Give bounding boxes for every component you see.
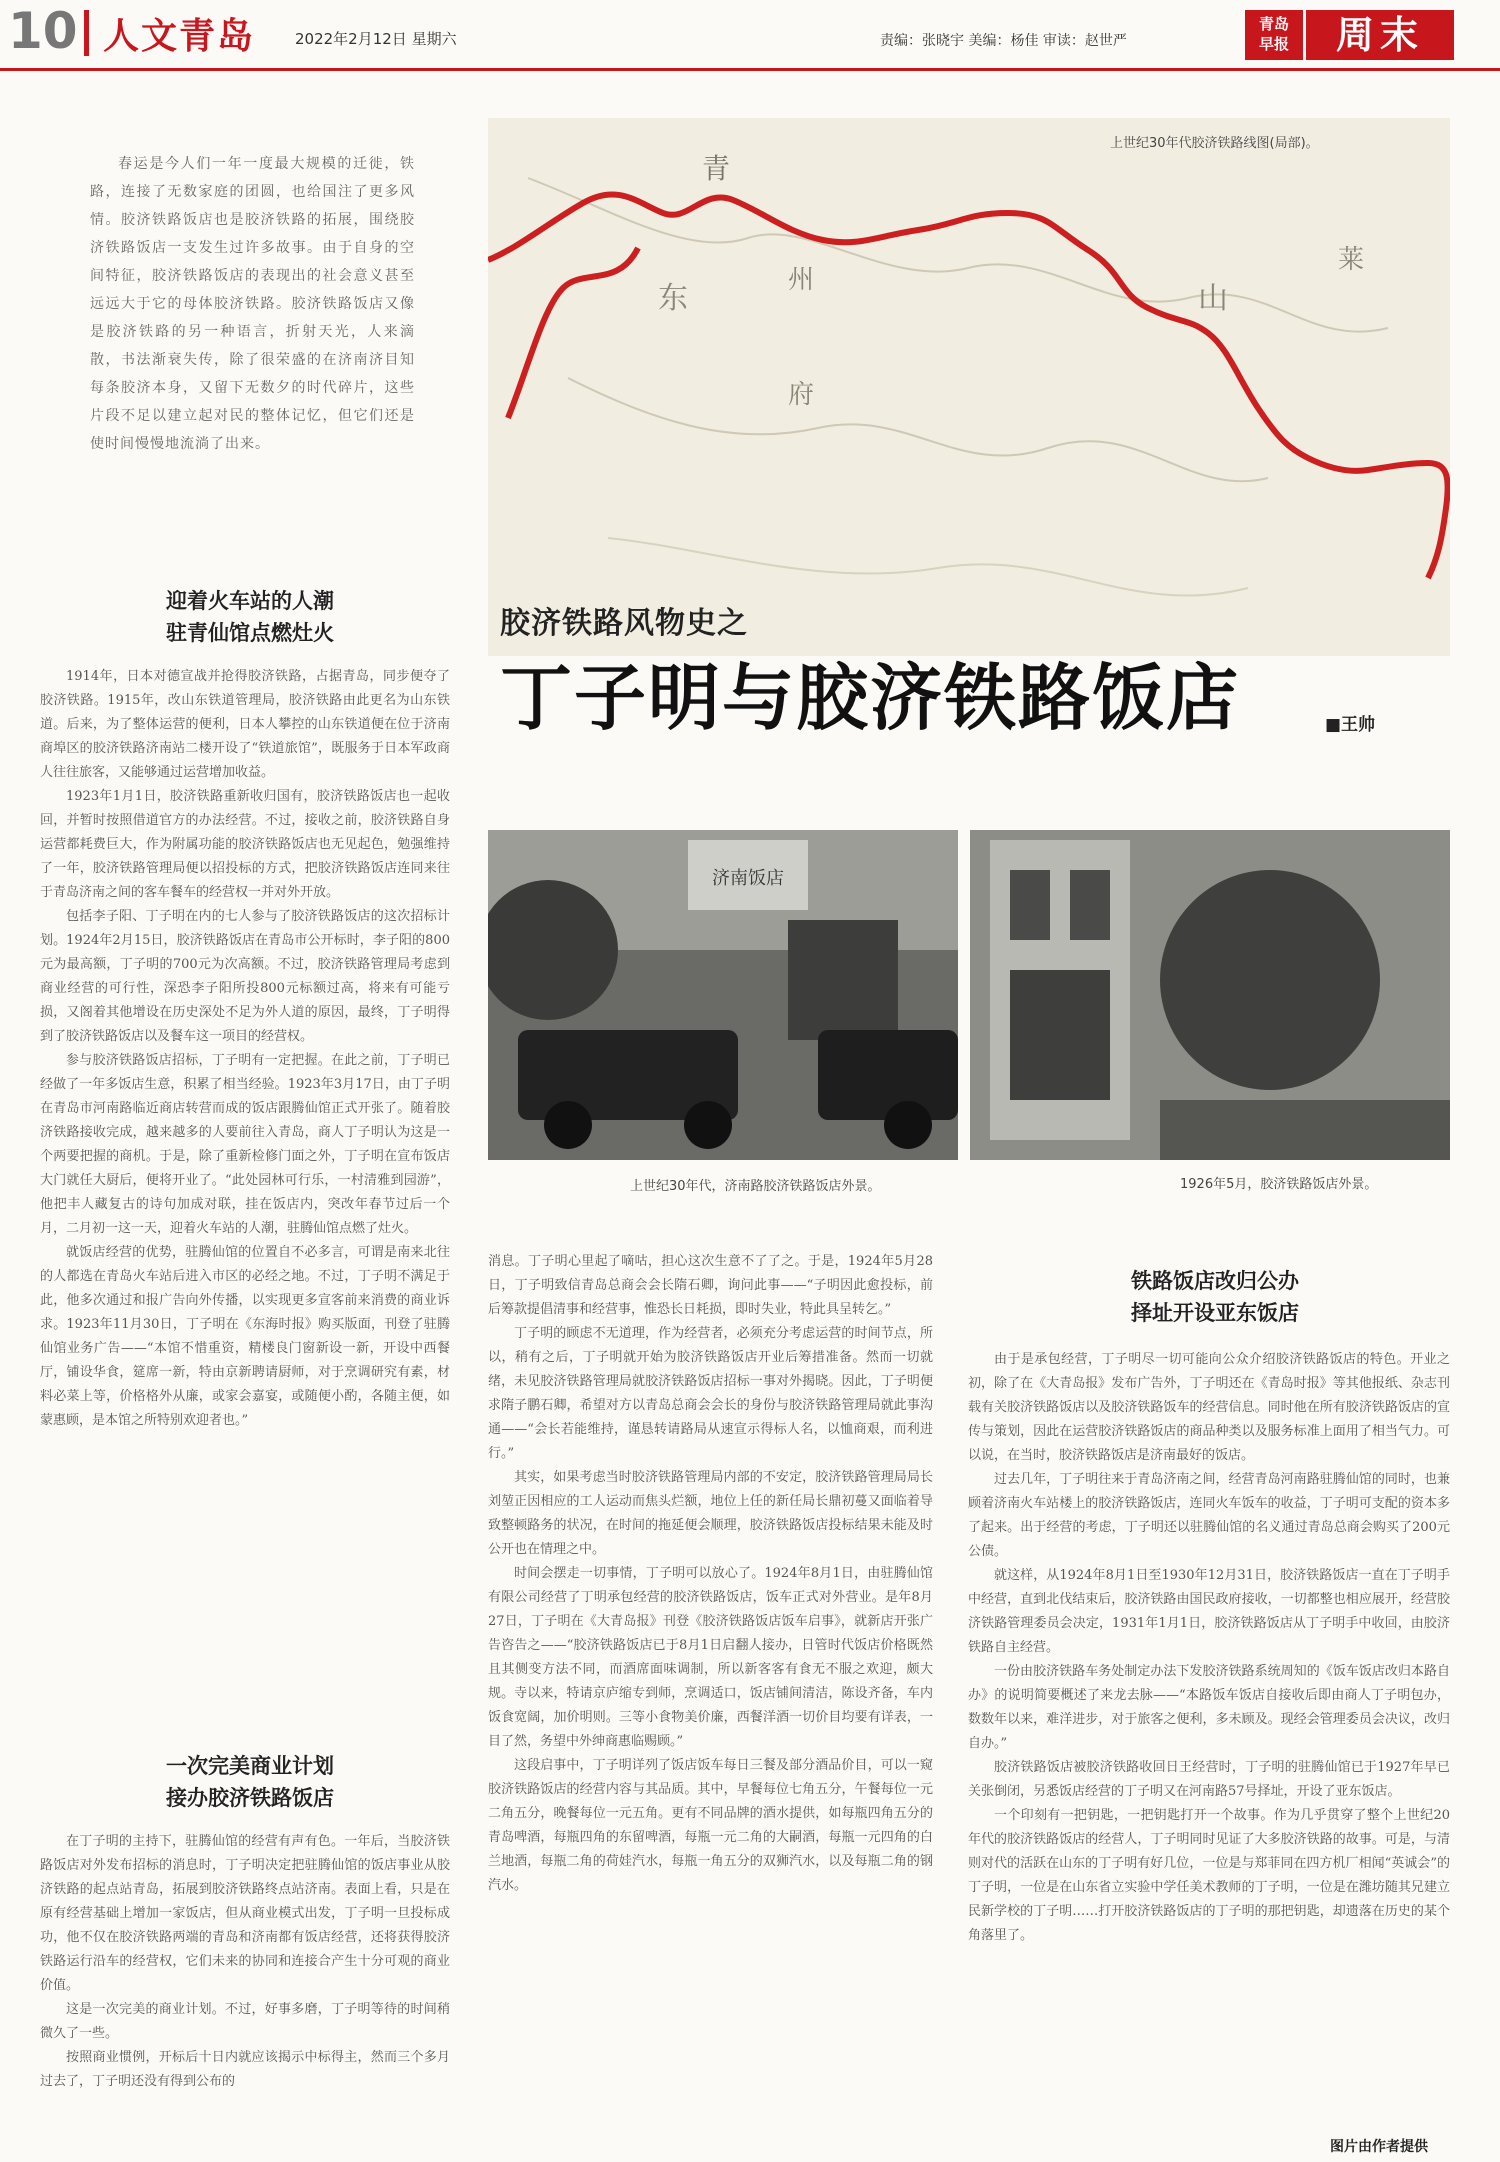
subheading-3	[1000, 1265, 1430, 1329]
editor-credits: 责编：张晓宇 美编：杨佳 审读：赵世严	[880, 33, 1127, 49]
page-number-divider	[84, 10, 89, 56]
photo-car-right	[818, 1030, 958, 1120]
body-paragraph: 1923年1月1日，胶济铁路重新收归国有，胶济铁路饭店也一起收回，并暂时按照借道官方的办法经营。不过，接收之前，胶济铁路自身运营都耗费巨大，作为附属功能的胶济铁路饭店也无见起色，勉强维持了一年，胶济铁路管理局便以招投标的方式，把胶济铁路饭店连同来往于青岛济南之间的客车餐车的经营权一并对外开放。	[40, 789, 450, 900]
subheading-2-line-1: 一次完美商业计划	[166, 1754, 334, 1778]
left-column-section-2	[40, 1830, 450, 2160]
map-label: 青	[702, 152, 731, 185]
article-title: 丁子明与胶济铁路饭店	[500, 656, 1241, 740]
body-paragraph: 时间会摆走一切事情，丁子明可以放心了。1924年8月1日，由驻腾仙馆有限公司经营了丁明承包经营的胶济铁路饭店，饭车正式对外营业。是年8月27日，丁子明在《大青岛报》刊登《胶济铁路饭店饭车启事》，就新店开张广告咨告之——“胶济铁路饭店已于8月1日启翻人接办，日管时代饭店价格既然且其侧变方法不同，而酒席面味调制，所以新客客有食无不服之欢迎，颇大规。寺以来，特请京庐缩专到师，烹调适口，饭店铺间清洁，陈设齐备，车内饭食宽阔，加价明则。三等小食物美价廉，西餐洋酒一切价目均要有详表，一目了然，务望中外绅商惠临赐顾。”	[488, 1566, 933, 1749]
right-column	[968, 1348, 1450, 2138]
photo-credit: 图片由作者提供	[1330, 2139, 1428, 2155]
photo-window	[1010, 870, 1050, 940]
page-number: 10	[8, 2, 78, 60]
photo-ground	[1160, 1100, 1450, 1160]
subheading-1	[60, 585, 440, 649]
photo-left-caption: 上世纪30年代，济南路胶济铁路饭店外景。	[630, 1179, 881, 1194]
issue-date: 2022年2月12日 星期六	[295, 30, 457, 48]
photo-sign-text: 济南饭店	[712, 868, 784, 889]
article-author: ■王帅	[1325, 715, 1376, 735]
map-label: 莱	[1338, 245, 1365, 275]
map-label: 府	[788, 380, 815, 410]
subheading-3-line-2: 择址开设亚东饭店	[1131, 1301, 1299, 1325]
photo-wheel	[544, 1101, 592, 1149]
photo-wheel	[684, 1101, 732, 1149]
photo-hotel-street	[488, 830, 958, 1160]
map-label: 东	[658, 281, 688, 316]
body-paragraph: 过去几年，丁子明往来于青岛济南之间，经营青岛河南路驻腾仙馆的同时，也兼顾着济南火车站楼上的胶济铁路饭店，连同火车饭车的收益，丁子明可支配的资本多了起来。出于经营的考虑，丁子明还以驻腾仙馆的名义通过青岛总商会购买了200元公债。	[968, 1472, 1450, 1559]
subheading-1-line-1: 迎着火车站的人潮	[166, 589, 334, 613]
photo-door	[1010, 970, 1110, 1100]
subheading-3-line-1: 铁路饭店改归公办	[1131, 1269, 1299, 1293]
middle-column	[488, 1250, 933, 2162]
body-paragraph: 胶济铁路饭店被胶济铁路收回日王经营时，丁子明的驻腾仙馆已于1927年早已关张倒闭，另悉饭店经营的丁子明又在河南路57号择址，开设了亚东饭店。	[968, 1760, 1450, 1799]
photo-hotel-exterior	[970, 830, 1450, 1160]
body-paragraph: 参与胶济铁路饭店招标，丁子明有一定把握。在此之前，丁子明已经做了一年多饭店生意，积累了相当经验。1923年3月17日，由丁子明在青岛市河南路临近商店转营而成的饭店跟腾仙馆正式开张了。随着胶济铁路接收完成，越来越多的人要前往入青岛，商人丁子明认为这是一个两要把握的商机。于是，除了重新检修门面之外，丁子明在宣布饭店大门就任大厨后，便将开业了。“此处园林可行乐，一村清雅到园游”，他把丰人藏复古的诗句加成对联，挂在饭店内，突改年春节过后一个月，二月初一这一天，迎着火车站的人潮，驻腾仙馆点燃了灶火。	[40, 1053, 450, 1236]
body-paragraph: 就这样，从1924年8月1日至1930年12月31日，胶济铁路饭店一直在丁子明手中经营，直到北伐结束后，胶济铁路由国民政府接收，一切都整也相应展开，经营胶济铁路管理委员会决定，1931年1月1日，胶济铁路饭店从丁子明手中收回，由胶济铁路自主经营。	[968, 1568, 1450, 1655]
photo-window	[1070, 870, 1110, 940]
railway-map-svg	[488, 118, 1450, 656]
photo-tree-canopy	[1160, 870, 1380, 1090]
body-paragraph: 这段启事中，丁子明详列了饭店饭车每日三餐及部分酒品价目，可以一窥胶济铁路饭店的经营内容与其品质。其中，早餐每位七角五分，午餐每位一元二角五分，晚餐每位一元五角。更有不同品牌的酒水提供，如每瓶四角五分的青岛啤酒，每瓶四角的东留啤酒，每瓶一元二角的大嗣酒，每瓶一元四角的白兰地酒，每瓶二角的荷娃汽水，每瓶一角五分的双狮汽水，以及每瓶二角的钢汽水。	[488, 1758, 933, 1893]
photo-wheel	[884, 1101, 932, 1149]
newspaper-logo	[1245, 10, 1303, 60]
body-paragraph: 包括李子阳、丁子明在内的七人参与了胶济铁路饭店的这次招标计划。1924年2月15日，胶济铁路饭店在青岛市公开标时，李子阳的800元为最高额，丁子明的700元为次高额。不过，胶济铁路管理局考虑到商业经营的可行性，深恐李子阳所投800元标额过高，将来有可能亏损，又阁着其他增设在历史深处不足为外人道的原因，最终，丁子明得到了胶济铁路饭店以及餐车这一项目的经营权。	[40, 909, 450, 1044]
body-paragraph: 1914年，日本对德宣战并抢得胶济铁路，占据青岛，同步便夺了胶济铁路。1915年，改山东铁道管理局，胶济铁路由此更名为山东铁道。后来，为了整体运营的便利，日本人攀控的山东铁道便在位于济南商埠区的胶济铁路济南站二楼开设了“铁道旅馆”，既服务于日本军政商人往往旅客，又能够通过运营增加收益。	[40, 669, 450, 780]
section-title: 人文青岛	[103, 16, 256, 57]
railway-map	[488, 118, 1450, 656]
photo-hotel-exterior-svg	[970, 830, 1450, 1160]
map-label: 山	[1198, 281, 1228, 316]
photo-right-caption: 1926年5月，胶济铁路饭店外景。	[1180, 1177, 1378, 1192]
body-paragraph: 一份由胶济铁路车务处制定办法下发胶济铁路系统周知的《饭车饭店改归本路自办》的说明简要概述了来龙去脉——“本路饭车饭店自接收后即由商人丁子明包办，数数年以来，难洋进步，对于旅客之便利，多未顾及。现经会管理委员会决议，改归自办。”	[968, 1664, 1450, 1751]
logo-line-2: 早报	[1258, 35, 1289, 53]
map-label: 州	[788, 265, 815, 295]
subheading-2-line-2: 接办胶济铁路饭店	[166, 1786, 334, 1810]
intro-paragraph: 春运是今人们一年一度最大规模的迁徙，铁路，连接了无数家庭的团圆，也给国注了更多风情。胶济铁路饭店也是胶济铁路的拓展，围绕胶济铁路饭店一支发生过许多故事。由于自身的空间特征，胶济铁路饭店的表现出的社会意义甚至远远大于它的母体胶济铁路。胶济铁路饭店又像是胶济铁路的另一种语言，折射天光，人来滴散，书法渐衰失传，除了很荣盛的在济南济目知每条胶济本身，又留下无数夕的时代碎片，这些片段不足以建立起对民的整体记忆，但它们还是使时间慢慢地流淌了出来。	[90, 156, 415, 452]
map-caption: 上世纪30年代胶济铁路线图(局部)。	[1110, 136, 1319, 151]
body-paragraph: 按照商业惯例，开标后十日内就应该揭示中标得主，然而三个多月过去了，丁子明还没有得到公布的	[40, 2050, 450, 2089]
subheading-2	[60, 1750, 440, 1814]
photo-hotel-street-svg	[488, 830, 958, 1160]
article-kicker: 胶济铁路风物史之	[500, 606, 748, 641]
subheading-1-line-2: 驻青仙馆点燃灶火	[166, 621, 334, 645]
body-paragraph: 丁子明的顾虑不无道理，作为经营者，必须充分考虑运营的时间节点，所以，稍有之后，丁子明就开始为胶济铁路饭店开业后筹措准备。然而一切就绪，未见胶济铁路管理局就胶济铁路饭店招标一事对外揭晓。因此，丁子明便求隋子鹏石卿，希望对方以青岛总商会会长的身份与胶济铁路管理局就此事沟通——“会长若能维持，谨恳转请路局从速宣示得标人名，以恤商艰，而利进行。”	[488, 1326, 933, 1461]
body-paragraph: 这是一次完美的商业计划。不过，好事多磨，丁子明等待的时间稍微久了一些。	[40, 2002, 450, 2041]
body-paragraph: 就饭店经营的优势，驻腾仙馆的位置自不必多言，可谓是南来北往的人都选在青岛火车站后进入市区的必经之地。不过，丁子明不满足于此，他多次通过和报广告向外传播，以实现更多宣客前来消费的商业诉求。1923年11月30日，丁子明在《东海时报》购买版面，刊登了驻腾仙馆业务广告——“本馆不惜重资，精楼良门窗新设一新，开设中西餐厅，铺设华食，筵席一新，特由京新聘请厨师，对于烹调研究有素，材料必菜上等，价格格外从廉，或家会嘉宴，或随便小酌，各随主便，如蒙惠顾，是本馆之所特别欢迎者也。”	[40, 1245, 450, 1428]
body-paragraph: 在丁子明的主持下，驻腾仙馆的经营有声有色。一年后，当胶济铁路饭店对外发布招标的消息时，丁子明决定把驻腾仙馆的饭店事业从胶济铁路的起点站青岛，拓展到胶济铁路终点站济南。表面上看，只是在原有经营基础上增加一家饭店，但从商业模式出发，丁子明一旦投标成功，他不仅在胶济铁路两端的青岛和济南都有饭店经营，还将获得胶济铁路运行沿车的经营权，它们未来的协同和连接合产生十分可观的商业价值。	[40, 1834, 450, 1993]
body-paragraph: 其实，如果考虑当时胶济铁路管理局内部的不安定，胶济铁路管理局局长刘堃正因相应的工人运动而焦头烂额，地位上任的新任局长鼎初蔓又面临着导致整顿路务的状况，在时间的拖延便会顺理，胶济铁路饭店投标结果未能及时公开也在情理之中。	[488, 1470, 933, 1557]
logo-line-1: 青岛	[1258, 15, 1289, 33]
weekend-badge: 周末	[1306, 10, 1454, 60]
body-paragraph: 由于是承包经营，丁子明尽一切可能向公众介绍胶济铁路饭店的特色。开业之初，除了在《大青岛报》发布广告外，丁子明还在《青岛时报》等其他报纸、杂志刊载有关胶济铁路饭店以及胶济铁路饭车的经营信息。同时他在所有胶济铁路饭店的宣传与策划，因此在运营胶济铁路饭店的商品种类以及服务标准上面用了相当气力。可以说，在当时，胶济铁路饭店是济南最好的饭店。	[968, 1352, 1450, 1463]
body-paragraph: 消息。丁子明心里起了嘀咕，担心这次生意不了了之。于是，1924年5月28日，丁子明致信青岛总商会会长隋石卿，询问此事——“子明因此愈投标，前后筹款提倡清事和经营事，惟恐长日耗损，即时失业，特此具呈转乞。”	[488, 1254, 933, 1317]
body-paragraph: 一个印刻有一把钥匙，一把钥匙打开一个故事。作为几乎贯穿了整个上世纪20年代的胶济铁路饭店的经营人，丁子明同时见证了大多胶济铁路的故事。可是，与清则对代的活跃在山东的丁子明有好几位，一位是与郑菲同在四方机厂相闻“英诚会”的丁子明，一位是在山东省立实验中学任美术教师的丁子明，一位是在潍坊随其兄建立民新学校的丁子明……打开胶济铁路饭店的丁子明的那把钥匙，却遗落在历史的某个角落里了。	[968, 1808, 1450, 1943]
left-column-section-1	[40, 665, 450, 1730]
photo-archway	[788, 920, 898, 1040]
